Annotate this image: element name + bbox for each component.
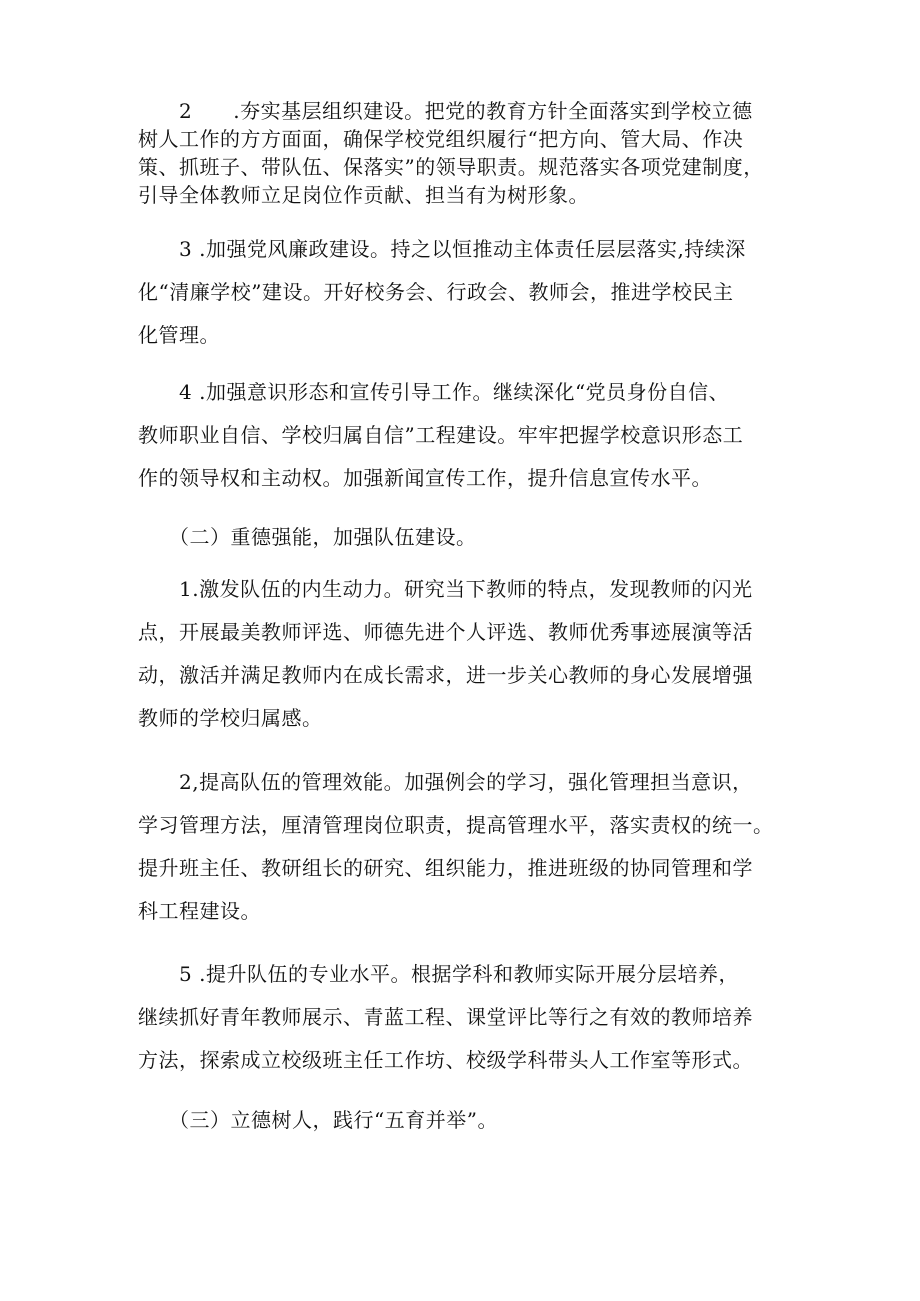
text-line: 学习管理方法，厘清管理岗位职责，提高管理水平，落实责权的统一。 xyxy=(138,813,774,837)
section-heading-2 xyxy=(138,516,800,559)
section-heading-3 xyxy=(138,1099,800,1142)
text-line: 教师的学校归属感。 xyxy=(138,706,323,730)
paragraph-item-3 xyxy=(138,228,800,357)
text-line: 5 .提升队伍的专业水平。根据学科和教师实际开展分层培养， xyxy=(138,962,739,986)
heading-text: （二）重德强能，加强队伍建设。 xyxy=(138,525,477,549)
paragraph-team-2 xyxy=(138,761,800,933)
heading-text: （三）立德树人，践行“五育并举”。 xyxy=(138,1108,498,1132)
text-line: 1.激发队伍的内生动力。研究当下教师的特点，发现教师的闪光 xyxy=(138,577,753,601)
text-line: 策、抓班子、带队伍、保落实”的领导职责。规范落实各项党建制度， xyxy=(138,155,764,179)
text-line: 科工程建设。 xyxy=(138,899,261,923)
text-line: 2,提高队伍的管理效能。加强例会的学习，强化管理担当意识， xyxy=(138,770,753,794)
text-line: 4 .加强意识形态和宣传引导工作。继续深化“党员身份自信、 xyxy=(138,380,730,404)
text-line: 动，激活并满足教师内在成长需求，进一步关心教师的身心发展增强 xyxy=(138,663,753,687)
text-line: 化“清廉学校”建设。开好校务会、行政会、教师会，推进学校民主 xyxy=(138,280,734,304)
text-line: 化管理。 xyxy=(138,323,220,347)
paragraph-team-5 xyxy=(138,953,800,1082)
text-line: 提升班主任、教研组长的研究、组织能力，推进班级的协同管理和学 xyxy=(138,856,753,880)
text-line: 作的领导权和主动权。加强新闻宣传工作，提升信息宣传水平。 xyxy=(138,466,712,490)
paragraph-item-2 xyxy=(138,97,800,209)
text-line: 点，开展最美教师评选、师德先进个人评选、教师优秀事迹展演等活 xyxy=(138,620,753,644)
paragraph-item-4 xyxy=(138,371,800,500)
paragraph-team-1 xyxy=(138,568,800,740)
text-line: 引导全体教师立足岗位作贡献、担当有为树形象。 xyxy=(138,183,589,207)
text-line: 教师职业自信、学校归属自信”工程建设。牢牢把握学校意识形态工 xyxy=(138,423,744,447)
text-line: 继续抓好青年教师展示、青蓝工程、课堂评比等行之有效的教师培养 xyxy=(138,1005,753,1029)
text-line: 方法，探索成立校级班主任工作坊、校级学科带头人工作室等形式。 xyxy=(138,1048,753,1072)
text-line: 树人工作的方方面面，确保学校党组织履行“把方向、管大局、作决 xyxy=(138,127,744,151)
text-line: 2 .夯实基层组织建设。把党的教育方针全面落实到学校立德 xyxy=(138,99,753,123)
text-line: 3 .加强党风廉政建设。持之以恒推动主体责任层层落实,持续深 xyxy=(138,237,746,261)
